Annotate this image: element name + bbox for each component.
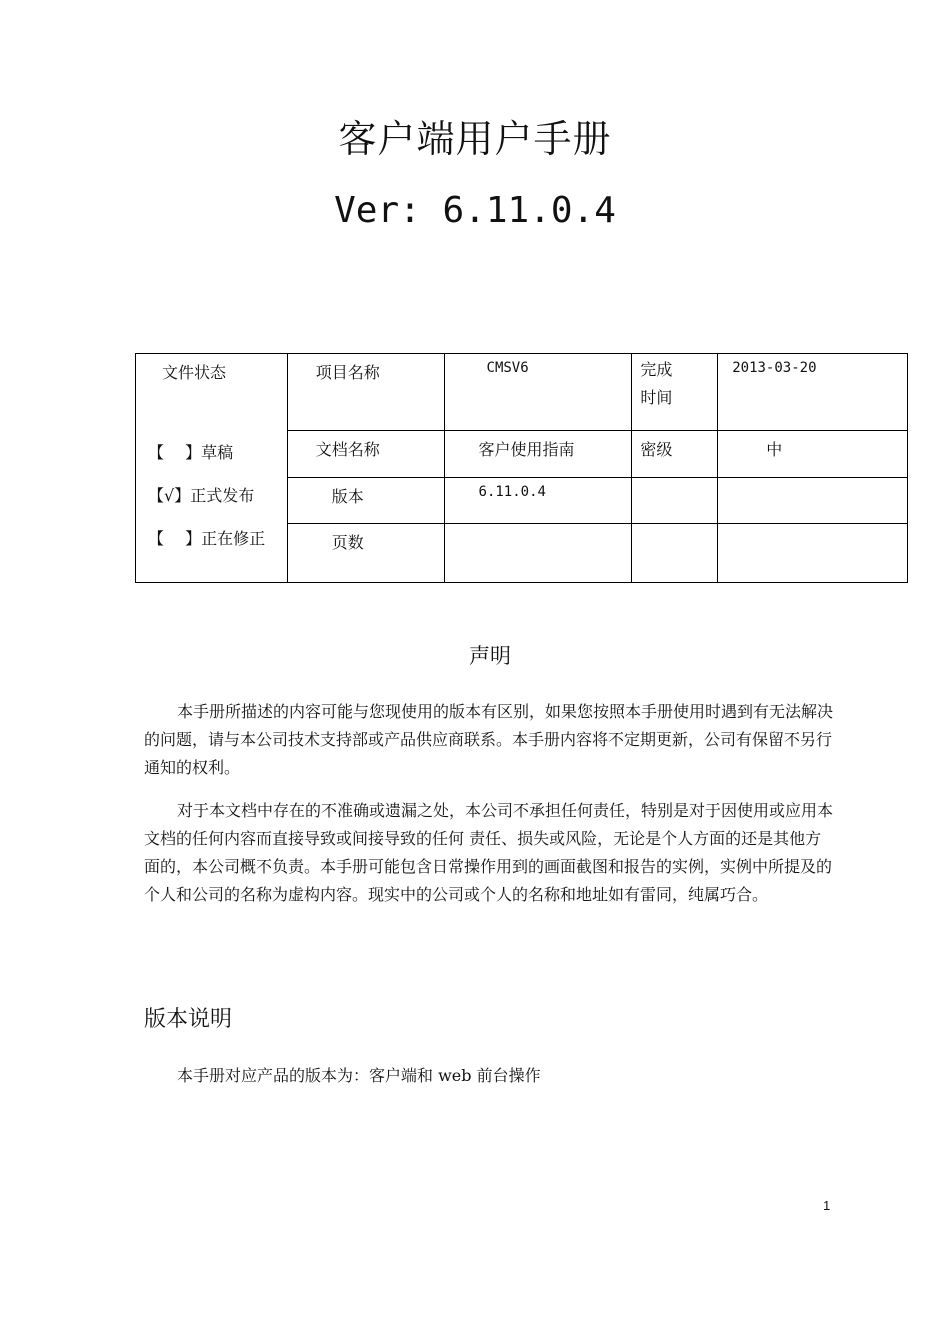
doc-name-label: 文档名称	[287, 431, 444, 478]
statement-title: 声明	[469, 644, 511, 668]
document-info-table	[135, 353, 908, 583]
version-note-text: 本手册对应产品的版本为：客户端和 web 前台操作	[177, 1066, 541, 1085]
project-name-value: CMSV6	[444, 354, 632, 431]
doc-name-value: 客户使用指南	[444, 431, 632, 478]
document-version: Ver: 6.11.0.4	[334, 190, 616, 231]
version-label: 版本	[287, 478, 444, 524]
file-status-header: 文件状态	[162, 363, 227, 382]
document-title: 客户端用户手册	[338, 117, 612, 161]
status-option-released: 【√】正式发布	[148, 486, 255, 505]
complete-time-value: 2013-03-20	[718, 354, 908, 431]
empty-cell	[718, 478, 908, 524]
page-number: 1	[823, 1198, 831, 1213]
status-option-revising: 【 】正在修正	[148, 529, 266, 548]
complete-time-label: 完成 时间	[632, 354, 718, 431]
pages-value	[444, 523, 632, 582]
empty-cell	[718, 523, 908, 582]
security-level-value: 中	[718, 431, 908, 478]
version-note-title: 版本说明	[144, 1007, 233, 1032]
file-status-options	[148, 440, 265, 569]
empty-cell	[632, 478, 718, 524]
empty-cell	[632, 523, 718, 582]
version-value: 6.11.0.4	[444, 478, 632, 524]
file-status-cell	[136, 354, 288, 583]
status-option-draft: 【 】草稿	[148, 443, 234, 462]
project-name-label: 项目名称	[287, 354, 444, 431]
statement-paragraph-1: 本手册所描述的内容可能与您现使用的版本有区别，如果您按照本手册使用时遇到有无法解决的问题，请与本公司技术支持部或产品供应商联系。本手册内容将不定期更新，公司有保留不另行通知的权利。	[144, 702, 834, 777]
security-level-label: 密级	[632, 431, 718, 478]
pages-label: 页数	[287, 523, 444, 582]
statement-paragraph-2: 对于本文档中存在的不准确或遗漏之处，本公司不承担任何责任，特别是对于因使用或应用本文档的任何内容而直接导致或间接导致的任何 责任、损失或风险，无论是个人方面的还是其他方面的，本公司概不负责。本手册可能包含日常操作用到的画面截图和报告的实例，实例中所提及的个人和公司的名称为虚构内容。现实中的公司或个人的名称和地址如有雷同，纯属巧合。	[144, 801, 834, 904]
